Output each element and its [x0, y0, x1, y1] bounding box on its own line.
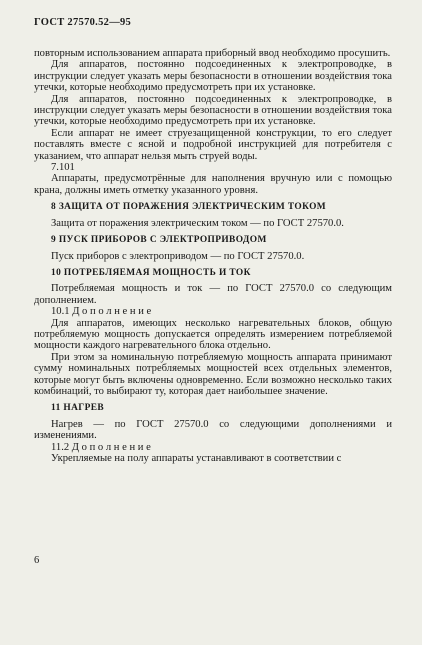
- subclause-heading: 11.2 Д о п о л н е н и е: [51, 441, 151, 453]
- document-body: [34, 48, 392, 464]
- section-heading: 8 ЗАЩИТА ОТ ПОРАЖЕНИЯ ЭЛЕКТРИЧЕСКИМ ТОКОМ: [51, 202, 327, 213]
- document-header: ГОСТ 27570.52—95: [34, 17, 132, 28]
- clause-number: 7.101: [51, 162, 75, 174]
- paragraph: Защита от поражения электрическим током — по ГОСТ 27570.0.: [51, 217, 344, 229]
- paragraph: повторным использованием аппарата приборный ввод необходимо просушить.: [34, 48, 391, 59]
- paragraph: При этом за номинальную потребляемую мощность аппарата принимают сумму номинальных потребляемых мощностей всех отдельных элементов, которые могут быть включены одновременно. Если возможно несколько таких комбинаций, то выбирают ту, которая дает наибольшее значение.: [34, 351, 392, 397]
- paragraph: Если аппарат не имеет струезащищенной конструкции, то его следует поставлять вместе с ясной и подробной инструкцией для потребителя с указанием, что аппарат нельзя мыть струей воды.: [34, 127, 392, 162]
- subclause-heading: 10.1 Д о п о л н е н и е: [51, 306, 152, 318]
- section-heading: 11 НАГРЕВ: [51, 403, 105, 414]
- paragraph: Аппараты, предусмотрённые для наполнения вручную или с помощью крана, должны иметь отметку указанного уровня.: [34, 173, 392, 196]
- paragraph: Для аппаратов, имеющих несколько нагревательных блоков, общую потребляемую мощность допускается определять измерением потребляемой мощности каждого нагревательного блока отдельно.: [34, 317, 392, 352]
- page-number: 6: [34, 555, 40, 566]
- paragraph: Для аппаратов, постоянно подсоединенных к электропроводке, в инструкции следует указать меры безопасности в отношении воздействия тока утечки, которые необходимо предусмотреть при их установке.: [34, 59, 392, 94]
- paragraph: Для аппаратов, постоянно подсоединенных к электропроводке, в инструкции следует указать меры безопасности в отношении воздействия тока утечки, которые необходимо предусмотреть при их установке.: [34, 93, 392, 128]
- paragraph: Пуск приборов с электроприводом — по ГОСТ 27570.0.: [51, 250, 305, 262]
- section-heading: 9 ПУСК ПРИБОРОВ С ЭЛЕКТРОПРИВОДОМ: [51, 235, 267, 246]
- section-heading: 10 ПОТРЕБЛЯЕМАЯ МОЩНОСТЬ И ТОК: [51, 267, 251, 278]
- paragraph: Потребляемая мощность и ток — по ГОСТ 27570.0 со следующим дополнением.: [34, 283, 392, 306]
- paragraph: Укрепляемые на полу аппараты устанавливают в соответствии с: [51, 453, 342, 464]
- paragraph: Нагрев — по ГОСТ 27570.0 со следующими дополнениями и изменениями.: [34, 418, 392, 442]
